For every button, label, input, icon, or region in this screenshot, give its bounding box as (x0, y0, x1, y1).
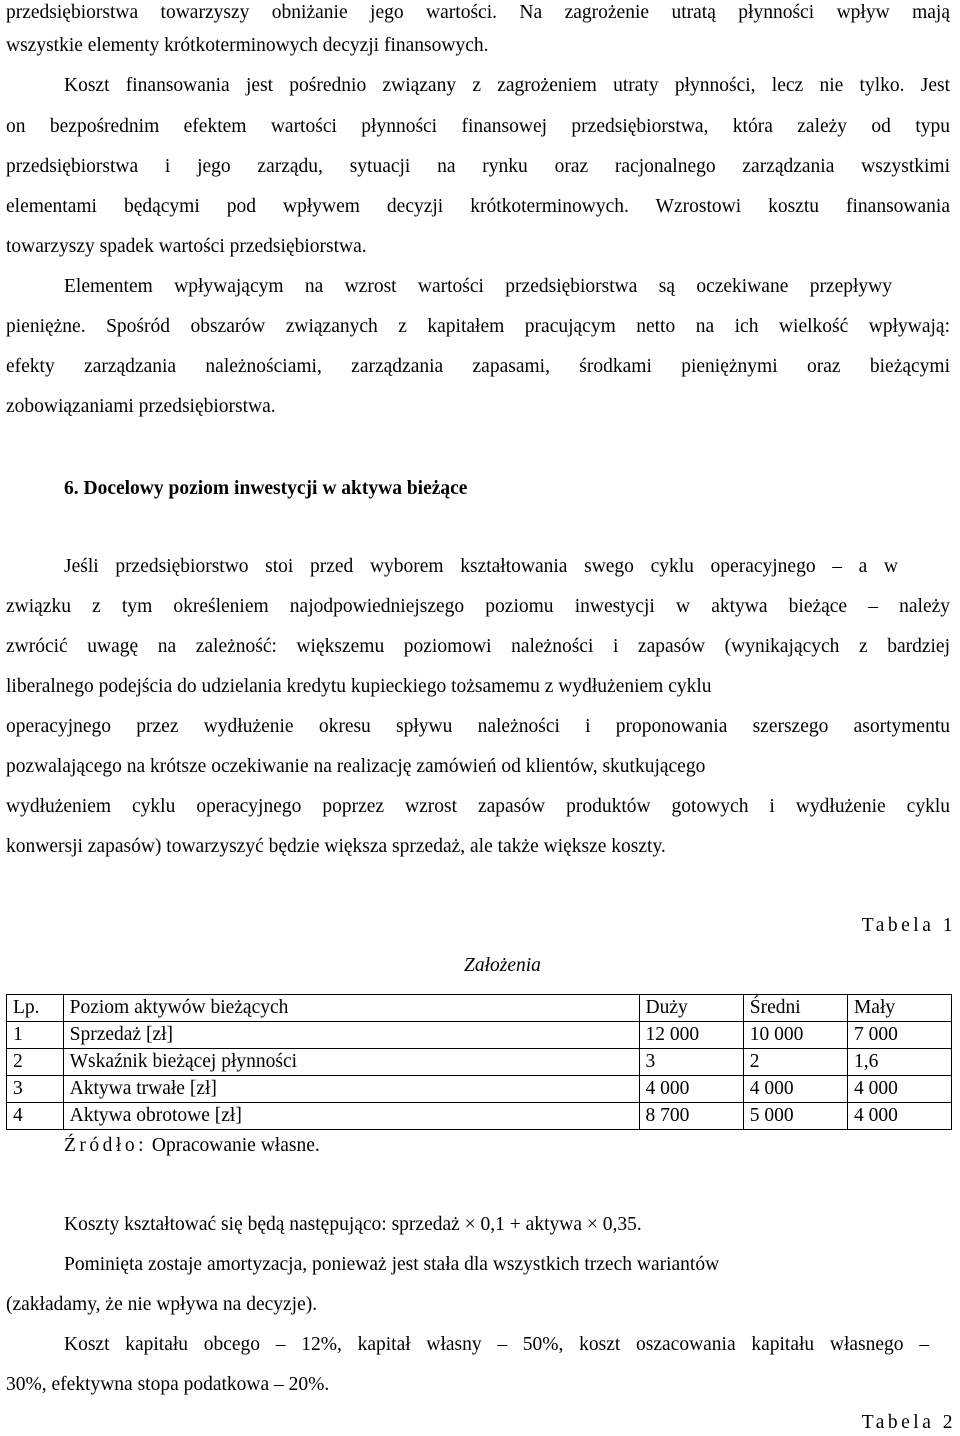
table-cell: 4 000 (743, 1076, 847, 1103)
table-cell: Aktywa obrotowe [zł] (63, 1103, 639, 1130)
table-cell: 8 700 (639, 1103, 743, 1130)
table-cell: Aktywa trwałe [zł] (63, 1076, 639, 1103)
table-cell: 4 000 (847, 1076, 951, 1103)
table-header-row (7, 995, 952, 1022)
paragraph-line: Koszty kształtować się będą następująco: sprzedaż × 0,1 + aktywa × 0,35. (64, 1214, 642, 1235)
table-cell: 2 (743, 1049, 847, 1076)
table-row (7, 1022, 952, 1049)
paragraph-line: zobowiązaniami przedsiębiorstwa. (6, 396, 276, 417)
table-cell: Sprzedaż [zł] (63, 1022, 639, 1049)
assumptions-table (6, 994, 952, 1130)
paragraph-line: operacyjnego przez wydłużenie okresu spływu należności i proponowania szerszego asortymentu (6, 716, 950, 737)
paragraph-line: Jeśli przedsiębiorstwo stoi przed wyborem kształtowania swego cyklu operacyjnego – a w (64, 556, 898, 577)
table-header-cell: Średni (743, 995, 847, 1022)
table-cell: 3 (7, 1076, 64, 1103)
paragraph-line: pieniężne. Spośród obszarów związanych z kapitałem pracującym netto na ich wielkość wpływają: (6, 316, 950, 337)
table-cell: 1 (7, 1022, 64, 1049)
paragraph-line: wszystkie elementy krótkoterminowych decyzji finansowych. (6, 35, 489, 56)
section-heading: 6. Docelowy poziom inwestycji w aktywa bieżące (64, 478, 468, 499)
source-text: Opracowanie własne. (151, 1135, 320, 1156)
table-cell: 7 000 (847, 1022, 951, 1049)
paragraph-line: przedsiębiorstwa towarzyszy obniżanie jego wartości. Na zagrożenie utratą płynności wpływ mają (6, 2, 950, 23)
table-cell: 3 (639, 1049, 743, 1076)
table-header-cell: Lp. (7, 995, 64, 1022)
table-row (7, 1049, 952, 1076)
paragraph-line: konwersji zapasów) towarzyszyć będzie większa sprzedaż, ale także większe koszty. (6, 836, 666, 857)
table-cell: 4 (7, 1103, 64, 1130)
source-label: Źródło: (64, 1135, 147, 1156)
table-cell: Wskaźnik bieżącej płynności (63, 1049, 639, 1076)
paragraph-line: Elementem wpływającym na wzrost wartości przedsiębiorstwa są oczekiwane przepływy (64, 276, 892, 297)
table-cell: 1,6 (847, 1049, 951, 1076)
table-header-cell: Mały (847, 995, 951, 1022)
paragraph-line: (zakładamy, że nie wpływa na decyzje). (6, 1294, 318, 1315)
paragraph-line: pozwalającego na krótsze oczekiwanie na realizację zamówień od klientów, skutkującego (6, 756, 706, 777)
table-row (7, 1076, 952, 1103)
paragraph-line: on bezpośrednim efektem wartości płynności finansowej przedsiębiorstwa, która zależy od typu (6, 116, 950, 137)
table-caption: Założenia (464, 955, 541, 976)
table-source (64, 1133, 320, 1159)
paragraph-line: Koszt kapitału obcego – 12%, kapitał własny – 50%, koszt oszacowania kapitału własnego – (64, 1334, 929, 1355)
paragraph-line: efekty zarządzania należnościami, zarządzania zapasami, środkami pieniężnymi oraz bieżącymi (6, 356, 950, 377)
table-label: Tabela 2 (861, 1412, 956, 1433)
table-label: Tabela 1 (861, 915, 956, 936)
paragraph-line: Pominięta zostaje amortyzacja, ponieważ jest stała dla wszystkich trzech wariantów (64, 1254, 720, 1275)
table-header-cell: Poziom aktywów bieżących (63, 995, 639, 1022)
table-cell: 4 000 (847, 1103, 951, 1130)
paragraph-line: liberalnego podejścia do udzielania kredytu kupieckiego tożsamemu z wydłużeniem cyklu (6, 676, 712, 697)
table-row (7, 1103, 952, 1130)
table-cell: 4 000 (639, 1076, 743, 1103)
paragraph-line: związku z tym określeniem najodpowiedniejszego poziomu inwestycji w aktywa bieżące – należy (6, 596, 950, 617)
paragraph-line: Koszt finansowania jest pośrednio związany z zagrożeniem utraty płynności, lecz nie tylko. Jest (64, 75, 950, 96)
paragraph-line: przedsiębiorstwa i jego zarządu, sytuacji na rynku oraz racjonalnego zarządzania wszystkimi (6, 156, 950, 177)
paragraph-line: wydłużeniem cyklu operacyjnego poprzez wzrost zapasów produktów gotowych i wydłużenie cyklu (6, 796, 950, 817)
paragraph-line: 30%, efektywna stopa podatkowa – 20%. (6, 1374, 330, 1395)
table-cell: 12 000 (639, 1022, 743, 1049)
paragraph-line: towarzyszy spadek wartości przedsiębiorstwa. (6, 236, 367, 257)
paragraph-line: zwrócić uwagę na zależność: większemu poziomowi należności i zapasów (wynikających z bardziej (6, 636, 950, 657)
table-cell: 10 000 (743, 1022, 847, 1049)
table-cell: 5 000 (743, 1103, 847, 1130)
paragraph-line: elementami będącymi pod wpływem decyzji krótkoterminowych. Wzrostowi kosztu finansowania (6, 196, 950, 217)
table-cell: 2 (7, 1049, 64, 1076)
table-header-cell: Duży (639, 995, 743, 1022)
